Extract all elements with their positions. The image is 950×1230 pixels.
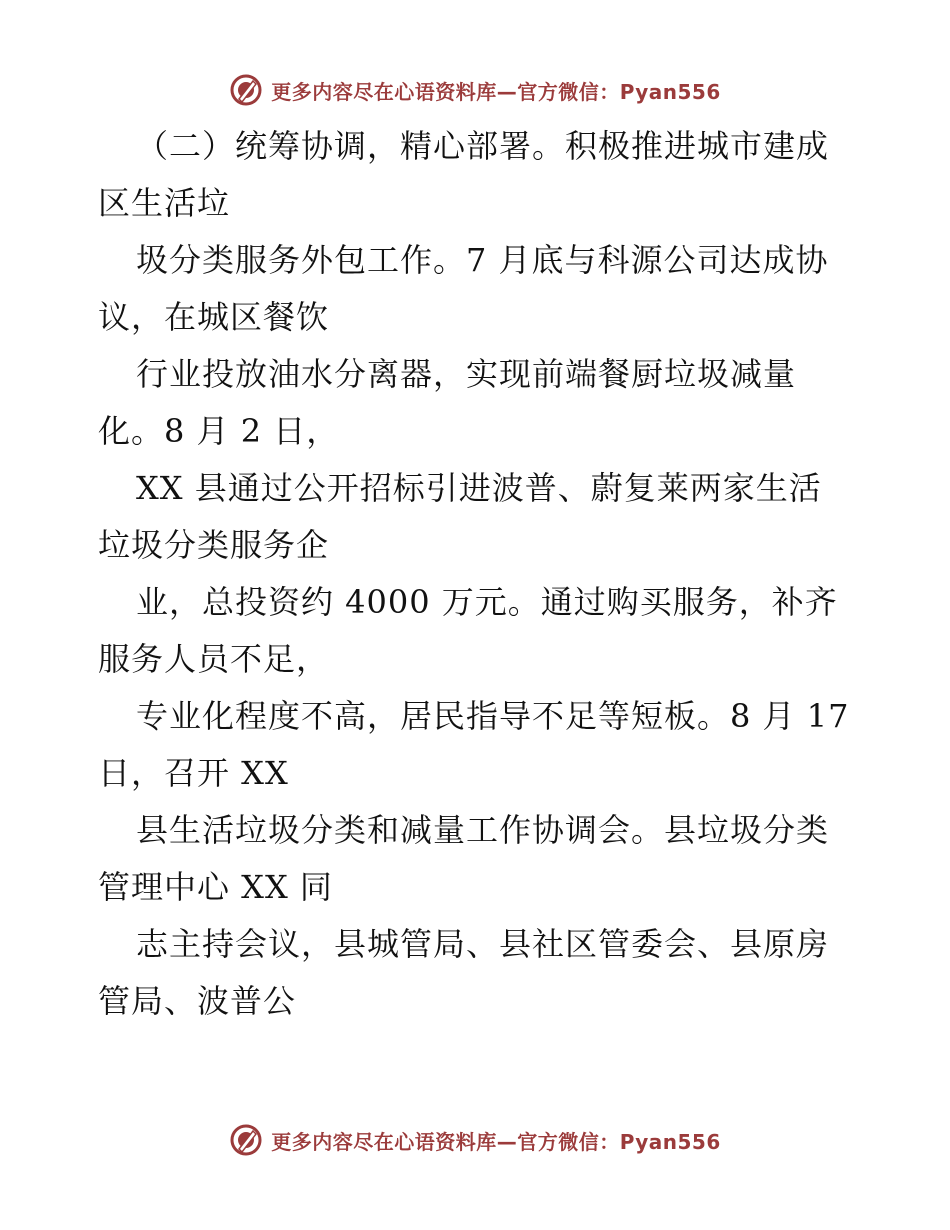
pen-logo-icon <box>229 1123 263 1157</box>
text-line: 管局、波普公 <box>98 982 297 1020</box>
header-watermark-text: 更多内容尽在心语资料库—官方微信：Pyan556 <box>271 79 721 104</box>
text-line: 服务人员不足， <box>98 640 330 678</box>
text-line: 管理中心 XX 同 <box>98 868 333 906</box>
text-line: 县生活垃圾分类和减量工作协调会。县垃圾分类 <box>136 811 830 849</box>
text-line: 区生活垃 <box>98 184 231 222</box>
pen-logo-icon <box>229 73 263 107</box>
text-line: 志主持会议，县城管局、县社区管委会、县原房 <box>136 925 830 963</box>
text-line: 议，在城区餐饮 <box>98 298 330 336</box>
header-watermark-banner <box>0 70 950 110</box>
text-line: 垃圾分类服务企 <box>98 526 330 564</box>
text-line: 业，总投资约 4000 万元。通过购买服务，补齐 <box>136 583 838 621</box>
document-body <box>98 118 858 1030</box>
footer-watermark-banner <box>0 1120 950 1160</box>
footer-watermark-text: 更多内容尽在心语资料库—官方微信：Pyan556 <box>271 1129 721 1154</box>
text-line: 化。8 月 2 日， <box>98 412 340 450</box>
text-line: 行业投放油水分离器，实现前端餐厨垃圾减量 <box>136 355 797 393</box>
text-line: 圾分类服务外包工作。7 月底与科源公司达成协 <box>136 241 829 279</box>
text-line: XX 县通过公开招标引进波普、蔚复莱两家生活 <box>136 469 822 507</box>
text-line: （二）统筹协调，精心部署。积极推进城市建成 <box>136 127 830 165</box>
text-line: 日，召开 XX <box>98 754 289 792</box>
text-line: 专业化程度不高，居民指导不足等短板。8 月 17 <box>136 697 850 735</box>
